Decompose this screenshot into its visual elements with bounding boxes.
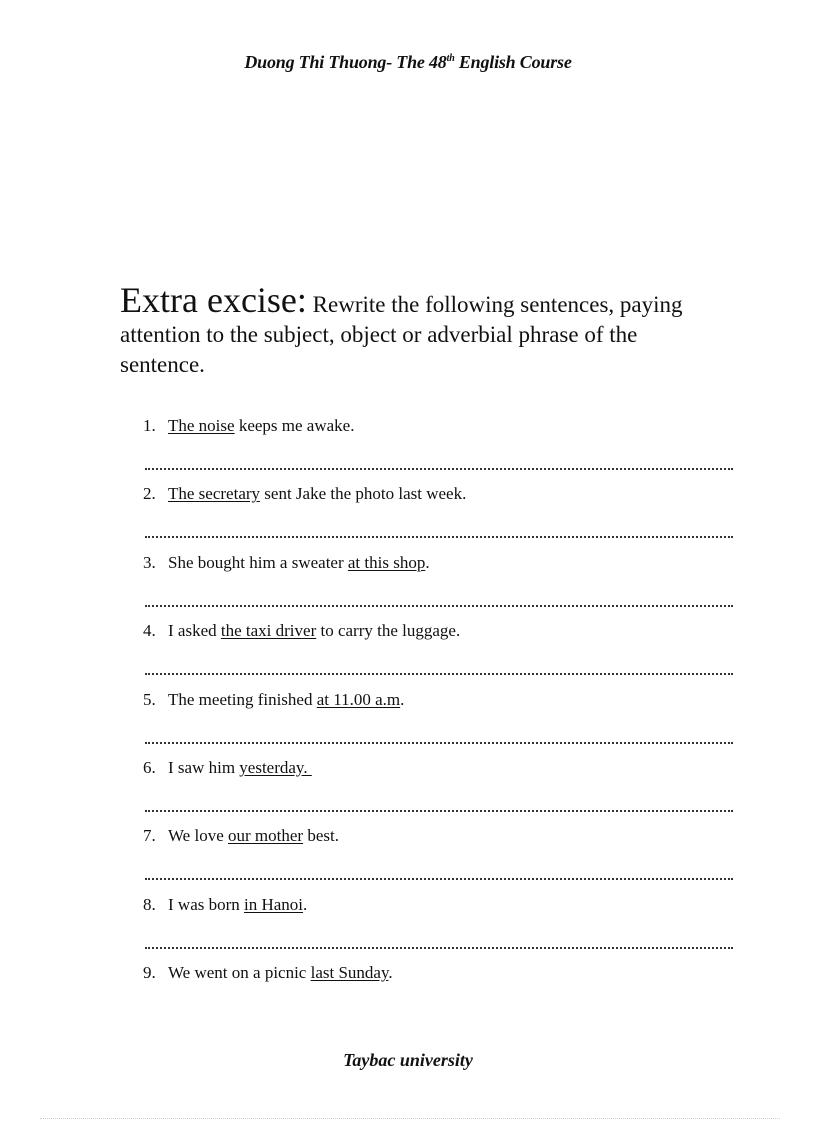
exercise-item [143,758,743,826]
exercise-item [143,690,743,758]
header-prefix: Duong Thi Thuong- The 48 [244,52,447,72]
underlined-phrase: at 11.00 a.m [316,689,401,709]
header-superscript: th [446,53,455,64]
exercise-sentence [143,416,354,436]
item-number: 8. [143,894,156,914]
exercise-sentence [143,963,393,983]
exercise-sentence [143,553,430,573]
exercise-sentence [143,895,307,915]
answer-line[interactable] [145,864,733,880]
sentence-after: best. [303,826,339,846]
item-number: 4. [143,621,156,641]
sentence-after: . [303,894,308,914]
underlined-phrase: The secretary [168,484,261,504]
exercise-instructions [120,280,720,380]
sentence-before: I asked [168,621,221,641]
underlined-phrase: yesterday. [239,757,312,777]
exercise-title: Extra excise: [120,280,307,320]
instruction-text: Rewrite the following sentences, paying attention to the subject, object or adverbial phrase of the sentence. [120,292,683,377]
exercise-item [143,553,743,621]
sentence-before: We went on a picnic [168,963,311,983]
underlined-phrase: The noise [168,416,235,435]
item-number: 6. [143,757,156,777]
page-header [0,52,816,73]
sentence-before: I saw him [168,757,240,777]
underlined-phrase: our mother [228,826,304,846]
header-suffix: English Course [454,52,572,72]
item-number: 9. [143,963,156,983]
sentence-before: She bought him a sweater [168,552,348,572]
sentence-before: I was born [168,894,245,914]
answer-line[interactable] [145,659,733,675]
answer-line[interactable] [145,933,733,949]
item-number: 2. [143,484,156,504]
exercise-sentence [143,758,312,778]
exercise-sentence [143,621,460,641]
item-number: 3. [143,552,156,572]
exercise-sentence [143,826,339,846]
underlined-phrase: at this shop [347,552,426,572]
sentence-after: to carry the luggage. [316,621,461,641]
exercise-item [143,416,743,484]
exercise-item [143,895,743,963]
sentence-after: sent Jake the photo last week. [260,484,467,504]
sentence-after: . [425,552,430,572]
sentence-after: keeps me awake. [234,416,355,435]
page-bottom-divider [40,1118,780,1119]
exercise-item [143,963,743,1031]
answer-line[interactable] [145,454,733,470]
exercise-sentence [143,484,466,504]
exercise-item [143,621,743,689]
sentence-before: The meeting finished [168,689,317,709]
exercise-item [143,484,743,552]
exercise-list [143,416,743,1032]
exercise-item [143,826,743,894]
page-footer: Taybac university [343,1050,473,1070]
item-number: 5. [143,689,156,709]
exercise-sentence [143,690,404,710]
answer-line[interactable] [145,728,733,744]
answer-line[interactable] [145,591,733,607]
item-number: 7. [143,826,156,846]
answer-line[interactable] [145,522,733,538]
underlined-phrase: the taxi driver [220,621,317,641]
item-number: 1. [143,416,156,435]
sentence-after: . [388,963,393,983]
underlined-phrase: last Sunday [310,963,389,983]
underlined-phrase: in Hanoi [244,894,304,914]
answer-line[interactable] [145,796,733,812]
sentence-before: We love [168,826,228,846]
sentence-after: . [400,689,405,709]
